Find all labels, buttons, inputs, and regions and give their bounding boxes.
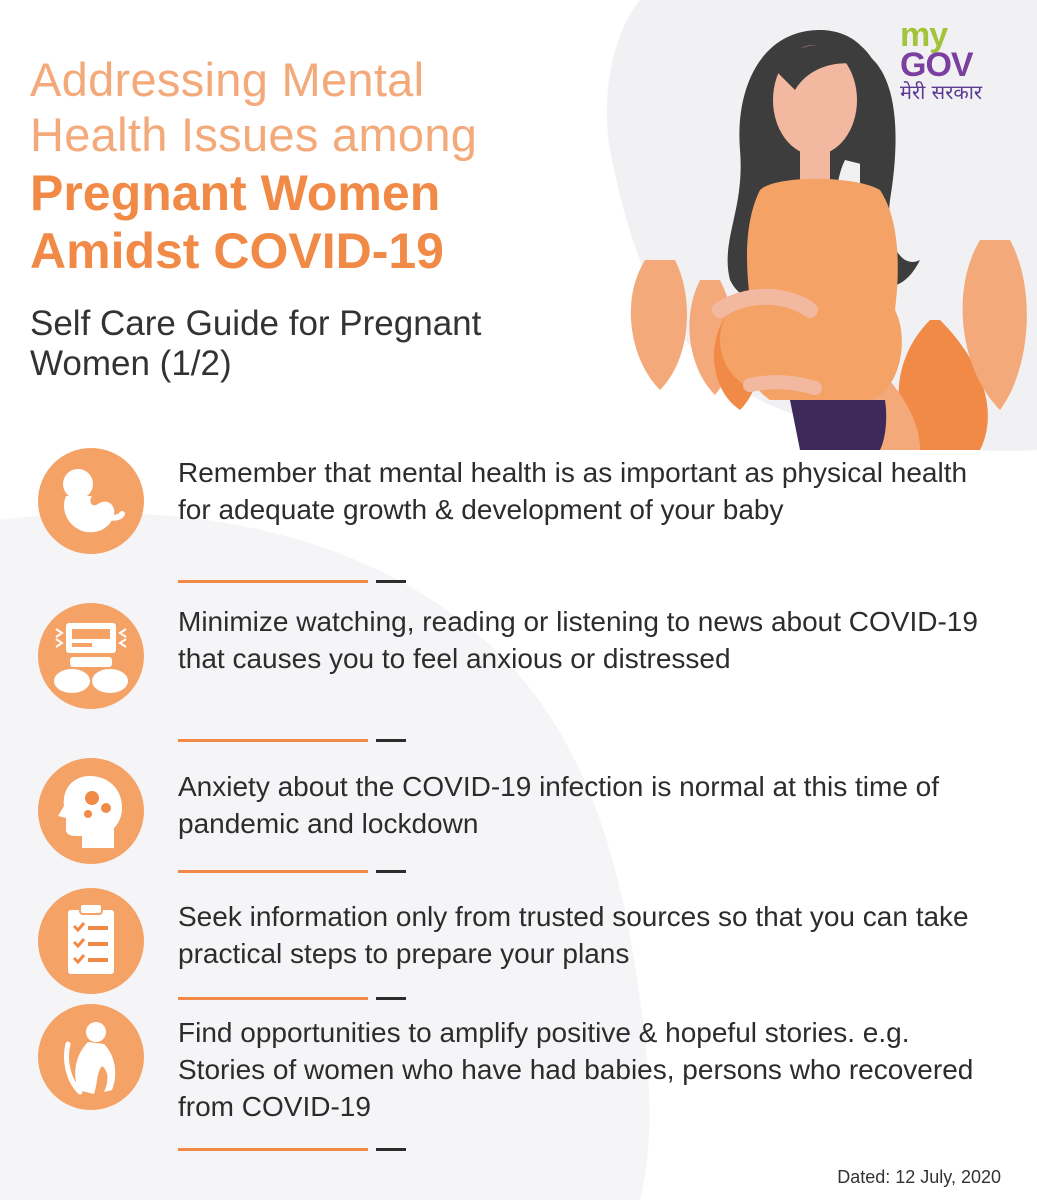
guide-item-3-text: Anxiety about the COVID-19 infection is normal at this time of pandemic and lockdown [178,771,940,839]
guide-item-5-text: Find opportunities to amplify positive & hopeful stories. e.g. Stories of women who have had babies, persons who recovered from COVID-19 [178,1017,974,1122]
logo-my: my [900,16,948,54]
title-line-1: Addressing Mental [30,53,425,106]
mygov-logo [900,16,1020,104]
guide-item-2-text: Minimize watching, reading or listening to news about COVID-19 that causes you to feel anxious or distressed [178,606,978,674]
logo-gov: GOV [900,46,973,84]
mother-child-icon [38,1004,144,1110]
title-block [30,52,620,384]
logo-hindi-text: मेरी सरकार [900,80,983,104]
guide-item-1-text: Remember that mental health is as important as physical health for adequate growth & development of your baby [178,457,968,525]
dated-label: Dated: 12 July, 2020 [837,1167,1001,1187]
clipboard-checklist-icon [38,888,144,994]
anxious-head-icon [38,758,144,864]
title-bold-line-2: Amidst COVID-19 [30,223,444,279]
title-bold-line-1: Pregnant Women [30,165,441,221]
title-line-2: Health Issues among [30,108,478,161]
guide-item-4-text: Seek information only from trusted sources so that you can take practical steps to prepare your plans [178,901,969,969]
news-tv-icon [38,603,144,709]
baby-icon [38,448,144,554]
subtitle: Self Care Guide for Pregnant Women (1/2) [30,304,482,383]
